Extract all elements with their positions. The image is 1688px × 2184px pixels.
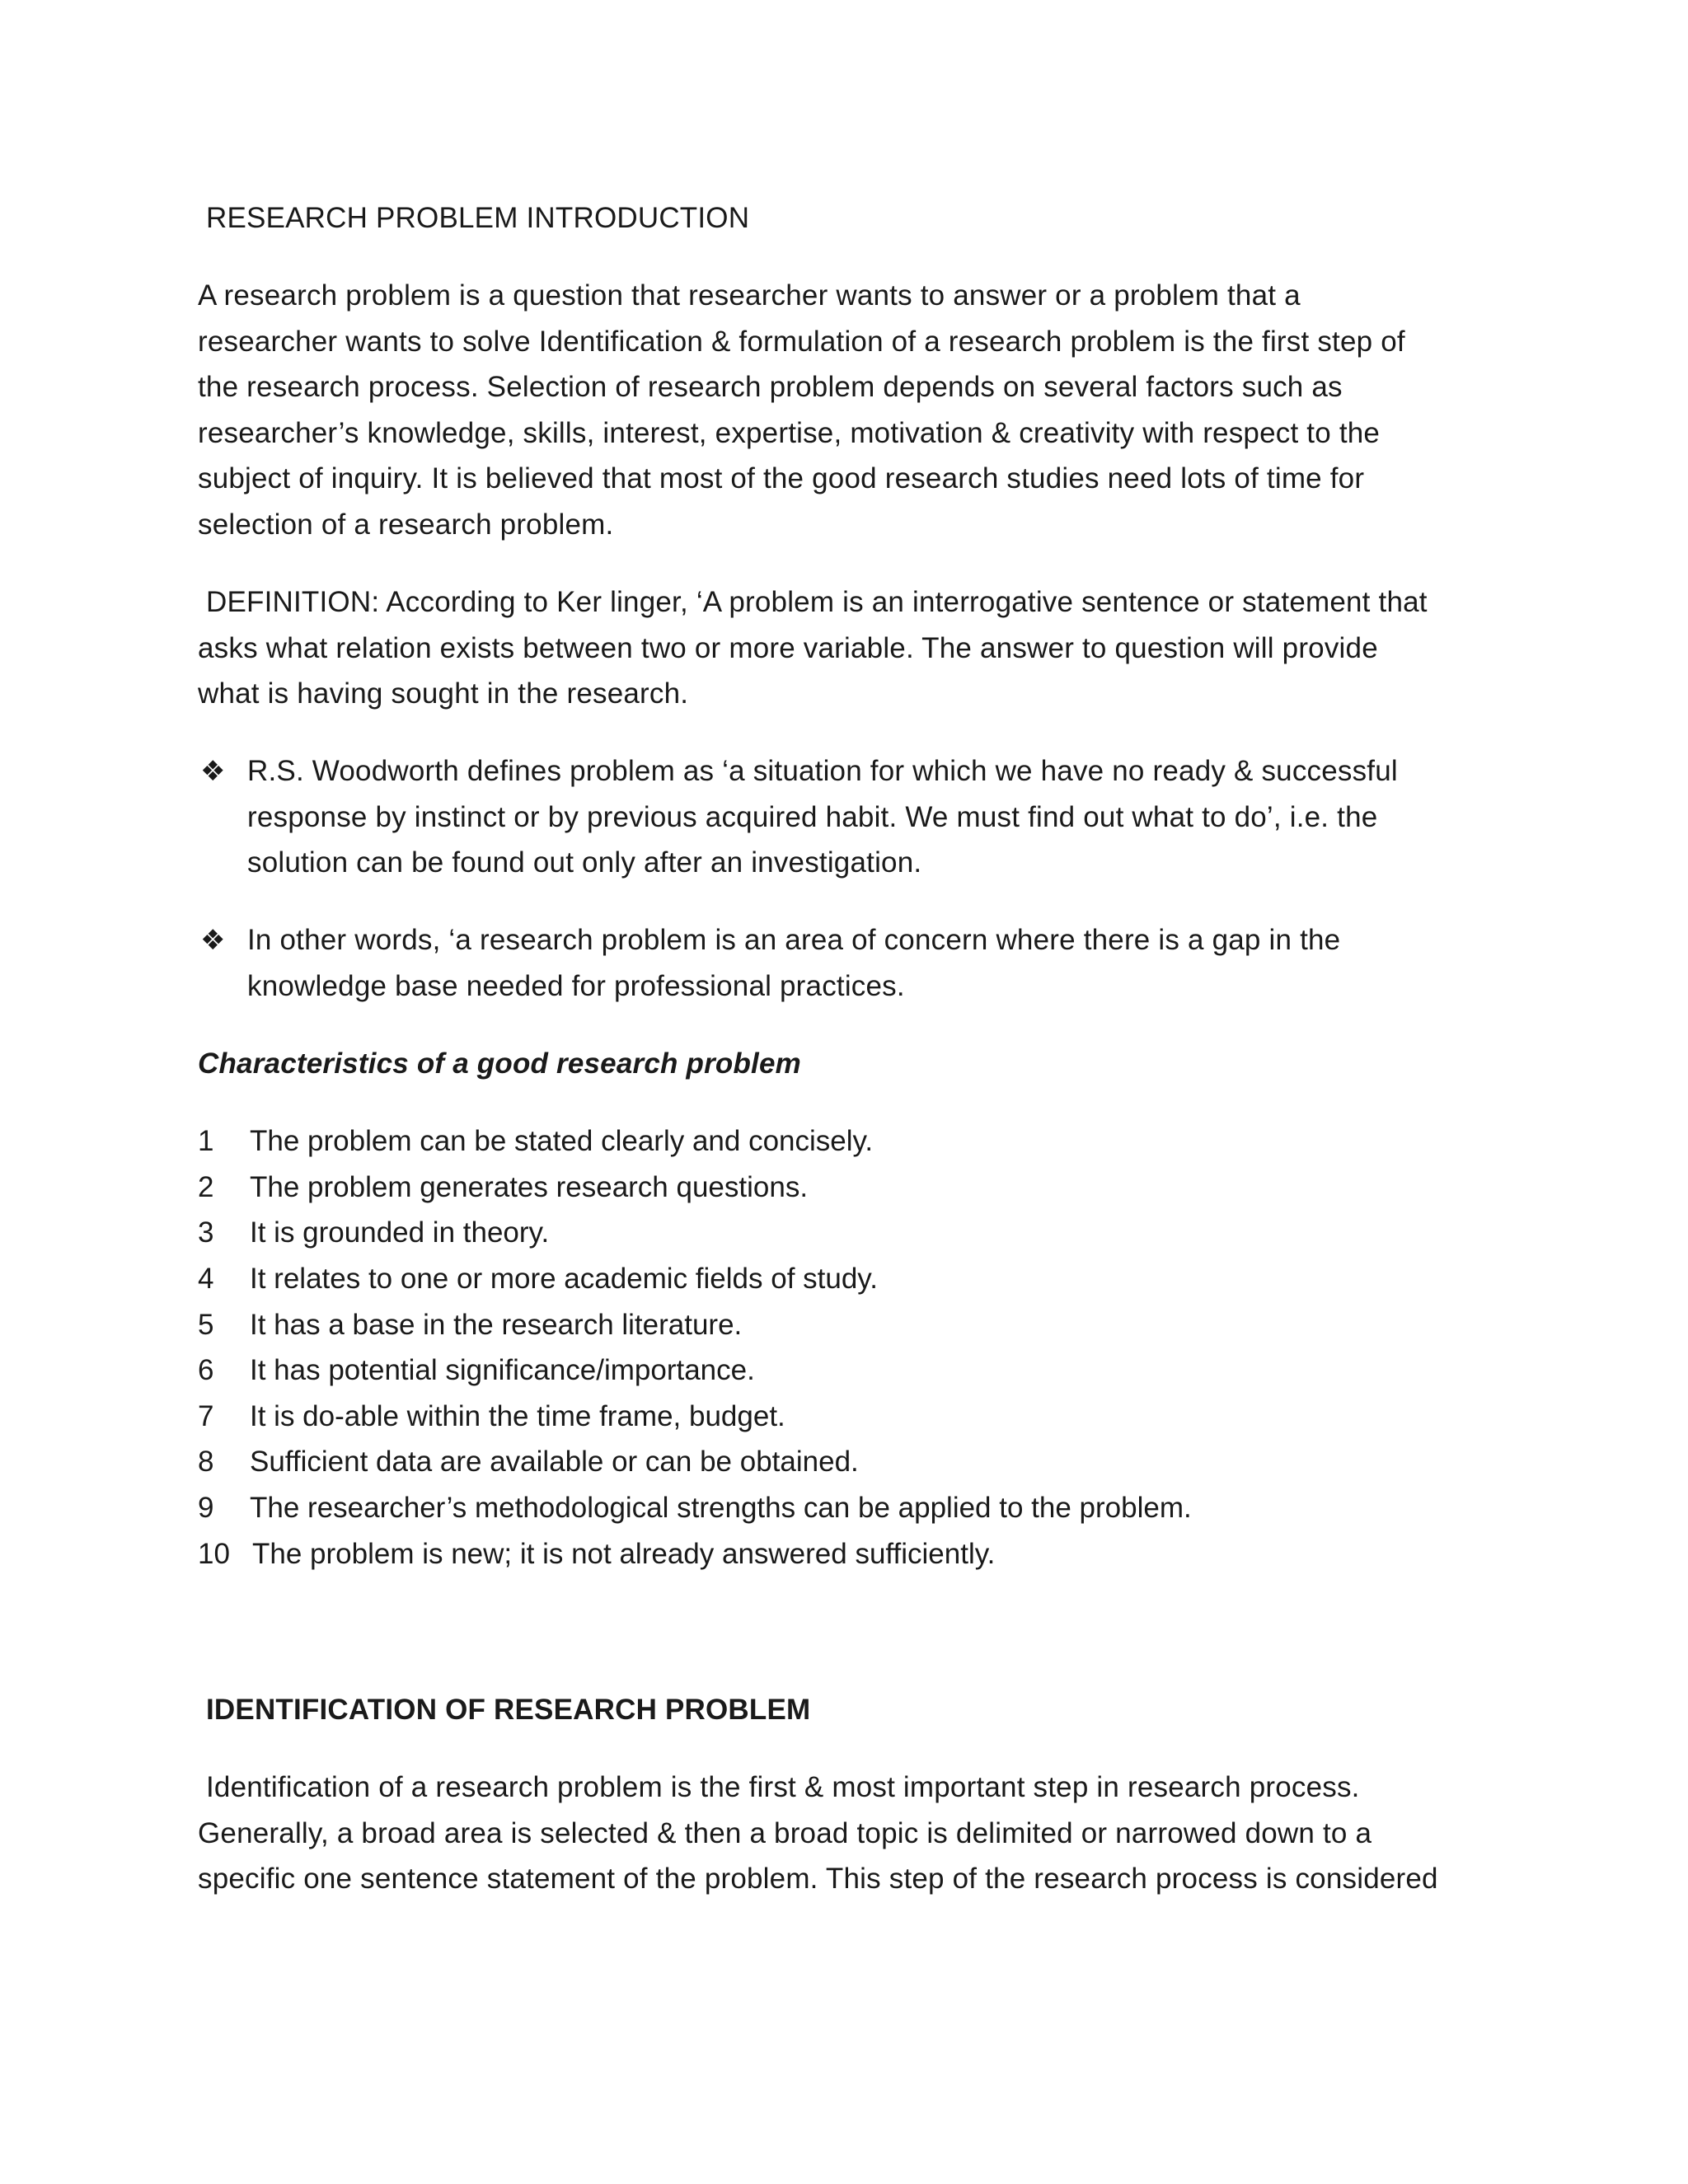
list-item-number: 5 <box>198 1309 214 1341</box>
list-item: It relates to one or more academic fields of study. <box>250 1263 878 1295</box>
list-item: It is grounded in theory. <box>250 1216 550 1249</box>
bullet-line: response by instinct or by previous acquired habit. We must find out what to do’, i.e. the <box>247 801 1378 833</box>
list-item-number: 8 <box>198 1446 214 1478</box>
intro-paragraph-line: researcher’s knowledge, skills, interest, expertise, motivation & creativity with respect to the <box>198 417 1381 449</box>
definition-line: DEFINITION: According to Ker linger, ‘A problem is an interrogative sentence or statement that <box>206 586 1428 618</box>
list-item-number: 2 <box>198 1171 214 1203</box>
intro-paragraph-line: subject of inquiry. It is believed that most of the good research studies need lots of time for <box>198 462 1365 494</box>
intro-paragraph-line: the research process. Selection of research problem depends on several factors such as <box>198 371 1343 403</box>
list-item: The problem can be stated clearly and concisely. <box>250 1125 874 1157</box>
definition-line: asks what relation exists between two or more variable. The answer to question will provide <box>198 632 1378 664</box>
bullet-line: knowledge base needed for professional practices. <box>247 970 905 1002</box>
characteristics-heading: Characteristics of a good research problem <box>198 1047 801 1080</box>
intro-paragraph-line: A research problem is a question that researcher wants to answer or a problem that a <box>198 279 1301 312</box>
identification-paragraph-line: Identification of a research problem is the first & most important step in research process. <box>206 1771 1360 1803</box>
list-item: It has potential significance/importance. <box>250 1354 755 1386</box>
bullet-line: solution can be found out only after an investigation. <box>247 846 922 879</box>
bullet-line: In other words, ‘a research problem is an area of concern where there is a gap in the <box>247 924 1341 956</box>
list-item-number: 4 <box>198 1263 214 1295</box>
list-item: It is do-able within the time frame, budget. <box>250 1400 785 1432</box>
bullet-line: R.S. Woodworth defines problem as ‘a situation for which we have no ready & successful <box>247 755 1398 787</box>
identification-paragraph-line: specific one sentence statement of the problem. This step of the research process is considered <box>198 1863 1438 1895</box>
list-item-number: 3 <box>198 1216 214 1249</box>
list-item-number: 1 <box>198 1125 214 1157</box>
identification-heading: IDENTIFICATION OF RESEARCH PROBLEM <box>206 1694 811 1726</box>
list-item: The problem is new; it is not already answered sufficiently. <box>252 1538 996 1570</box>
list-item-number: 10 <box>198 1538 230 1570</box>
list-item-number: 6 <box>198 1354 214 1386</box>
list-item-number: 7 <box>198 1400 214 1432</box>
identification-paragraph-line: Generally, a broad area is selected & then a broad topic is delimited or narrowed down to a <box>198 1817 1372 1849</box>
intro-paragraph-line: researcher wants to solve Identification & formulation of a research problem is the first step of <box>198 326 1405 358</box>
intro-paragraph-line: selection of a research problem. <box>198 509 614 541</box>
list-item: It has a base in the research literature. <box>250 1309 743 1341</box>
definition-line: what is having sought in the research. <box>198 677 689 710</box>
diamond-bullet-icon: ❖ <box>200 755 226 788</box>
list-item: The problem generates research questions. <box>250 1171 809 1203</box>
list-item: The researcher’s methodological strengths can be applied to the problem. <box>250 1492 1192 1524</box>
list-item: Sufficient data are available or can be obtained. <box>250 1446 859 1478</box>
list-item-number: 9 <box>198 1492 214 1524</box>
diamond-bullet-icon: ❖ <box>200 924 226 957</box>
section-title-introduction: RESEARCH PROBLEM INTRODUCTION <box>206 202 750 234</box>
